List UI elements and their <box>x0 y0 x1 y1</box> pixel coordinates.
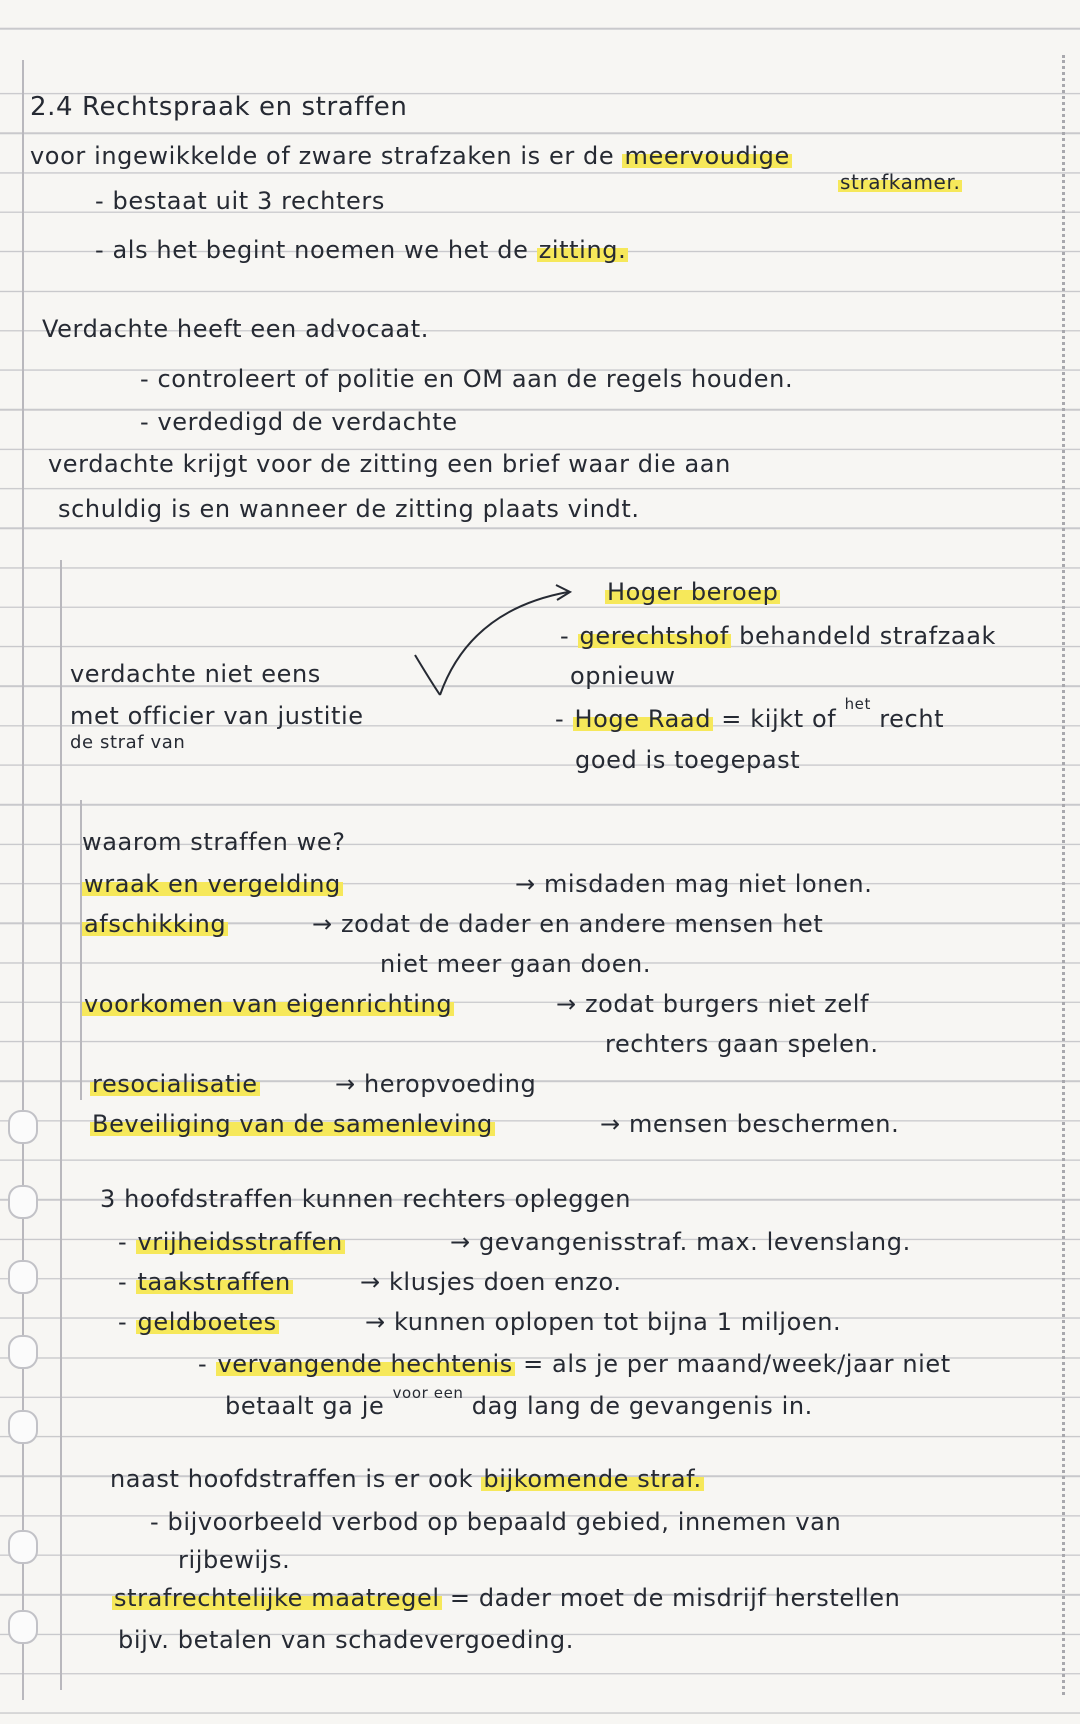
text-line <box>112 1584 900 1612</box>
section-title <box>82 828 346 856</box>
beroep-left <box>70 732 185 753</box>
text: dag lang de gevangenis in. <box>471 1392 813 1420</box>
highlight-term: vervangende hechtenis <box>217 1350 513 1378</box>
highlight-term: vrijheidsstraffen <box>137 1228 343 1256</box>
bullet-item <box>178 1546 290 1574</box>
highlight-term: zitting. <box>538 236 627 264</box>
bullet-text: - controleert of politie en OM aan de regels houden. <box>140 365 794 393</box>
hoofdstraf-term <box>118 1228 345 1256</box>
bullet-text: - bestaat uit 3 rechters <box>95 187 385 215</box>
text: = als je per maand/week/jaar niet <box>523 1350 951 1378</box>
text: opnieuw <box>570 662 676 690</box>
text: naast hoofdstraffen is er ook <box>110 1465 474 1493</box>
waarom-description: → zodat de dader en andere mensen het <box>312 910 824 938</box>
beroep-item <box>575 746 800 774</box>
bullet-text: - verdedigd de verdachte <box>140 408 458 436</box>
text: verdachte niet eens <box>70 660 321 688</box>
beroep-item <box>570 662 676 690</box>
title-text: 3 hoofdstraffen kunnen rechters opleggen <box>100 1185 632 1213</box>
text: = kijkt of <box>721 705 837 733</box>
bullet-dash: - <box>560 622 578 650</box>
text-line <box>110 1465 704 1493</box>
bullet-item <box>150 1508 841 1536</box>
highlight-term: geldboetes <box>137 1308 277 1336</box>
text: - bijvoorbeeld verbod op bepaald gebied, innemen van <box>150 1508 842 1536</box>
bullet-dash: - <box>118 1268 136 1296</box>
text-line <box>118 1626 574 1654</box>
highlight-term: taakstraffen <box>137 1268 291 1296</box>
waarom-description: → zodat burgers niet zelf <box>556 990 870 1018</box>
text: behandeld strafzaak <box>739 622 997 650</box>
highlight-term: resocialisatie <box>92 1070 258 1098</box>
waarom-description: → misdaden mag niet lonen. <box>515 870 873 898</box>
waarom-term <box>90 1070 260 1098</box>
bullet-dash: - <box>198 1350 216 1378</box>
hoofdstraf-description: → kunnen oplopen tot bijna 1 miljoen. <box>365 1308 842 1336</box>
text: schuldig is en wanneer de zitting plaats vindt. <box>58 495 640 523</box>
hoofdstraf-description: → klusjes doen enzo. <box>360 1268 622 1296</box>
highlight-term: Hoge Raad <box>574 705 712 733</box>
highlight-term: voorkomen van eigenrichting <box>84 990 453 1018</box>
highlight-term: bijkomende straf. <box>483 1465 702 1493</box>
intro-text: voor ingewikkelde of zware strafzaken is er de <box>30 142 615 170</box>
text: = dader moet de misdrijf herstellen <box>449 1584 901 1612</box>
highlight-term: meervoudige <box>624 142 790 170</box>
insertion-note: voor een <box>392 1384 464 1402</box>
waarom-description: → heropvoeding <box>335 1070 537 1098</box>
text: verdachte krijgt voor de zitting een brief waar die aan <box>48 450 731 478</box>
text: betaalt ga je <box>225 1392 385 1420</box>
bullet-text: - als het begint noemen we het de <box>95 236 529 264</box>
waarom-term <box>82 990 454 1018</box>
sub-bullet <box>198 1350 951 1378</box>
text: recht <box>879 705 945 733</box>
heading-text: 2.4 Rechtspraak en straffen <box>30 92 408 122</box>
hoofdstraf-term <box>118 1268 293 1296</box>
waarom-term <box>82 870 343 898</box>
highlight-term: afschikking <box>84 910 227 938</box>
section-title: Verdachte heeft een advocaat. <box>42 315 429 343</box>
bullet-dash: - <box>118 1228 136 1256</box>
beroep-left <box>70 660 321 688</box>
highlight-term: strafrechtelijke maatregel <box>114 1584 440 1612</box>
bullet-dash: - <box>555 705 573 733</box>
waarom-term <box>82 910 228 938</box>
beroep-item <box>560 622 996 650</box>
bullet-dash: - <box>118 1308 136 1336</box>
insertion-note: het <box>844 695 871 713</box>
sub-bullet <box>225 1384 813 1420</box>
text: bijv. betalen van schadevergoeding. <box>118 1626 574 1654</box>
highlight-term: gerechtshof <box>579 622 729 650</box>
highlight-term: strafkamer. <box>840 170 961 194</box>
beroep-item <box>555 695 945 733</box>
highlight-term: Hoger beroep <box>607 578 779 606</box>
beroep-left <box>70 702 364 730</box>
highlight-term: Beveiliging van de samenleving <box>92 1110 493 1138</box>
waarom-term <box>90 1110 495 1138</box>
text: goed is toegepast <box>575 746 801 774</box>
hoofdstraf-term <box>118 1308 279 1336</box>
beroep-title <box>605 578 780 606</box>
text: de straf van <box>70 732 186 753</box>
text: met officier van justitie <box>70 702 364 730</box>
hoofdstraf-description: → gevangenisstraf. max. levenslang. <box>450 1228 911 1256</box>
section-title <box>100 1185 631 1213</box>
waarom-description: niet meer gaan doen. <box>380 950 652 978</box>
title-text: waarom straffen we? <box>82 828 346 856</box>
waarom-description: → mensen beschermen. <box>600 1110 900 1138</box>
highlight-term: wraak en vergelding <box>84 870 341 898</box>
text: rijbewijs. <box>178 1546 291 1574</box>
waarom-description: rechters gaan spelen. <box>605 1030 879 1058</box>
